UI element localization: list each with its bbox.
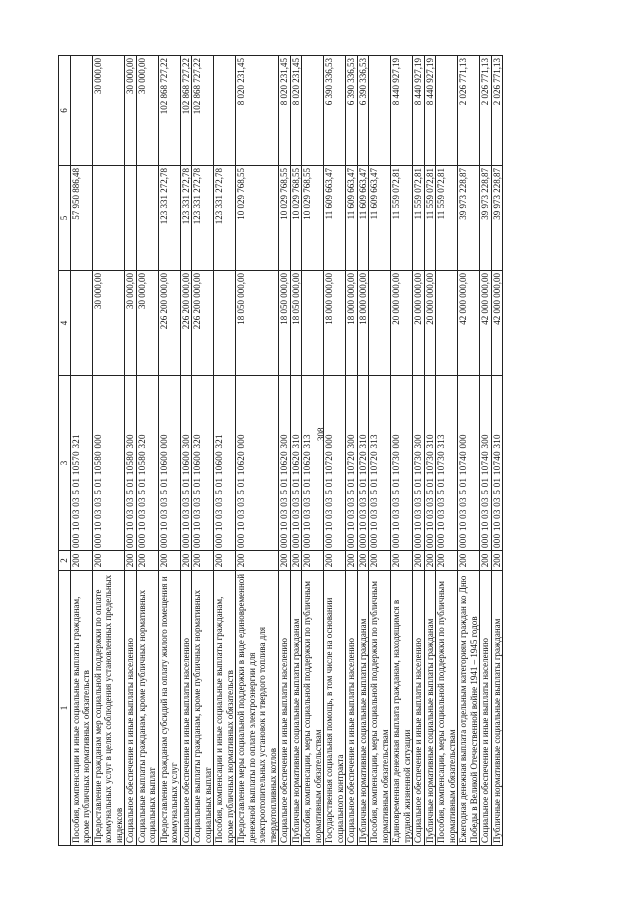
row-classification-code-cell: 000 10 03 03 5 01 10720 300 bbox=[346, 376, 358, 551]
row-classification-code-cell: 000 10 03 03 5 01 10720 310 bbox=[357, 376, 369, 551]
budget-table bbox=[58, 55, 503, 846]
row-executed-cell: 39 973 228,87 bbox=[458, 166, 480, 271]
table-body bbox=[70, 56, 503, 846]
table-row bbox=[180, 56, 192, 846]
table-row bbox=[391, 56, 413, 846]
table-row bbox=[424, 56, 436, 846]
table-row bbox=[302, 56, 324, 846]
row-classification-code-cell: 000 10 03 03 5 01 10620 313 bbox=[302, 376, 324, 551]
row-name-cell: Пособия, компенсации, меры социальной поддержки по публичным нормативным обязательствам bbox=[302, 571, 324, 846]
row-line-code-cell: 200 bbox=[413, 551, 425, 571]
row-approved-cell: 30 000,00 bbox=[136, 271, 158, 376]
row-line-code-cell: 200 bbox=[458, 551, 480, 571]
row-name-cell: Пособия, компенсации, меры социальной поддержки по публичным нормативным обязательствам bbox=[369, 571, 391, 846]
row-line-code-cell: 200 bbox=[480, 551, 492, 571]
row-line-code-cell: 200 bbox=[92, 551, 125, 571]
row-executed-cell: 10 029 768,55 bbox=[302, 166, 324, 271]
row-name-cell: Государственная социальная помощь, в том числе на основании социального контракта bbox=[324, 571, 346, 846]
row-line-code-cell: 200 bbox=[391, 551, 413, 571]
row-classification-code-cell: 000 10 03 03 5 01 10620 000 bbox=[236, 376, 279, 551]
table-row bbox=[290, 56, 302, 846]
row-line-code-cell: 200 bbox=[324, 551, 346, 571]
row-executed-cell: 39 973 228,87 bbox=[491, 166, 503, 271]
row-unexecuted-cell: 8 440 927,19 bbox=[413, 56, 425, 166]
row-approved-cell: 18 000 000,00 bbox=[357, 271, 369, 376]
row-executed-cell: 123 331 272,78 bbox=[158, 166, 180, 271]
table-row bbox=[324, 56, 346, 846]
row-name-cell: Пособия, компенсации и иные социальные выплаты гражданам, кроме публичных нормативных обязательств bbox=[214, 571, 236, 846]
row-name-cell: Социальные выплаты гражданам, кроме публичных нормативных социальных выплат bbox=[192, 571, 214, 846]
row-approved-cell bbox=[70, 271, 92, 376]
table-row bbox=[279, 56, 291, 846]
row-executed-cell: 11 609 663,47 bbox=[324, 166, 346, 271]
row-approved-cell: 42 000 000,00 bbox=[480, 271, 492, 376]
row-executed-cell: 11 609 663,47 bbox=[357, 166, 369, 271]
row-executed-cell: 11 609 663,47 bbox=[346, 166, 358, 271]
row-classification-code-cell: 000 10 03 03 5 01 10580 000 bbox=[92, 376, 125, 551]
column-number-header bbox=[59, 56, 71, 846]
row-line-code-cell: 200 bbox=[136, 551, 158, 571]
row-executed-cell: 10 029 768,55 bbox=[236, 166, 279, 271]
row-unexecuted-cell: 6 390 336,53 bbox=[357, 56, 369, 166]
row-unexecuted-cell: 30 000,00 bbox=[125, 56, 137, 166]
row-name-cell: Публичные нормативные социальные выплаты гражданам bbox=[491, 571, 503, 846]
table-row bbox=[357, 56, 369, 846]
row-name-cell: Единовременная денежная выплата гражданам, находящимся в трудной жизненной ситуации bbox=[391, 571, 413, 846]
row-line-code-cell: 200 bbox=[302, 551, 324, 571]
row-classification-code-cell: 000 10 03 03 5 01 10740 000 bbox=[458, 376, 480, 551]
row-classification-code-cell: 000 10 03 03 5 01 10580 300 bbox=[125, 376, 137, 551]
row-line-code-cell: 200 bbox=[125, 551, 137, 571]
row-name-cell: Социальное обеспечение и иные выплаты населению bbox=[125, 571, 137, 846]
row-approved-cell bbox=[302, 271, 324, 376]
row-classification-code-cell: 000 10 03 03 5 01 10720 000 bbox=[324, 376, 346, 551]
row-classification-code-cell: 000 10 03 03 5 01 10570 321 bbox=[70, 376, 92, 551]
row-name-cell: Социальные выплаты гражданам, кроме публичных нормативных социальных выплат bbox=[136, 571, 158, 846]
row-classification-code-cell: 000 10 03 03 5 01 10730 313 bbox=[436, 376, 458, 551]
row-name-cell: Ежегодная денежная выплата отдельным категориям граждан ко Дню Победы в Великой Отечественной войне 1941 – 1945 годов bbox=[458, 571, 480, 846]
table-row bbox=[369, 56, 391, 846]
table-row bbox=[436, 56, 458, 846]
row-unexecuted-cell bbox=[369, 56, 391, 166]
row-unexecuted-cell: 30 000,00 bbox=[92, 56, 125, 166]
row-name-cell: Публичные нормативные социальные выплаты гражданам bbox=[357, 571, 369, 846]
row-line-code-cell: 200 bbox=[424, 551, 436, 571]
row-approved-cell: 42 000 000,00 bbox=[458, 271, 480, 376]
row-line-code-cell: 200 bbox=[491, 551, 503, 571]
row-line-code-cell: 200 bbox=[346, 551, 358, 571]
row-classification-code-cell: 000 10 03 03 5 01 10740 310 bbox=[491, 376, 503, 551]
row-executed-cell: 39 973 228,87 bbox=[480, 166, 492, 271]
row-name-cell: Предоставление гражданам субсидий на оплату жилого помещения и коммунальных услуг bbox=[158, 571, 180, 846]
page-number: 308 bbox=[316, 427, 326, 441]
table-row bbox=[346, 56, 358, 846]
row-unexecuted-cell: 6 390 336,53 bbox=[346, 56, 358, 166]
row-classification-code-cell: 000 10 03 03 5 01 10740 300 bbox=[480, 376, 492, 551]
row-executed-cell bbox=[92, 166, 125, 271]
header-cell: 1 bbox=[59, 571, 71, 846]
row-classification-code-cell: 000 10 03 03 5 01 10730 000 bbox=[391, 376, 413, 551]
row-name-cell: Публичные нормативные социальные выплаты гражданам bbox=[290, 571, 302, 846]
row-line-code-cell: 200 bbox=[158, 551, 180, 571]
row-name-cell: Публичные нормативные социальные выплаты гражданам bbox=[424, 571, 436, 846]
rotated-table-wrapper bbox=[58, 56, 613, 846]
row-unexecuted-cell: 102 868 727,22 bbox=[180, 56, 192, 166]
row-approved-cell: 20 000 000,00 bbox=[391, 271, 413, 376]
row-unexecuted-cell: 2 026 771,13 bbox=[491, 56, 503, 166]
row-classification-code-cell: 000 10 03 03 5 01 10600 000 bbox=[158, 376, 180, 551]
table-row bbox=[491, 56, 503, 846]
header-cell: 4 bbox=[59, 271, 71, 376]
header-cell: 2 bbox=[59, 551, 71, 571]
row-approved-cell: 30 000,00 bbox=[92, 271, 125, 376]
row-name-cell: Пособия, компенсации, меры социальной поддержки по публичным нормативным обязательствам bbox=[436, 571, 458, 846]
table-row bbox=[92, 56, 125, 846]
row-line-code-cell: 200 bbox=[436, 551, 458, 571]
row-executed-cell: 11 559 072,81 bbox=[391, 166, 413, 271]
row-unexecuted-cell: 8 020 231,45 bbox=[279, 56, 291, 166]
row-approved-cell: 18 000 000,00 bbox=[324, 271, 346, 376]
row-name-cell: Предоставление меры социальной поддержки в виде единовременной денежной выплаты по оплате электроэнергии для электроотопительных установок и твердого топлива для твердотопливных котлов bbox=[236, 571, 279, 846]
row-executed-cell: 57 950 886,48 bbox=[70, 166, 92, 271]
row-approved-cell: 20 000 000,00 bbox=[424, 271, 436, 376]
row-executed-cell: 123 331 272,78 bbox=[214, 166, 236, 271]
table-row bbox=[480, 56, 492, 846]
row-line-code-cell: 200 bbox=[279, 551, 291, 571]
table-row bbox=[214, 56, 236, 846]
row-line-code-cell: 200 bbox=[290, 551, 302, 571]
row-executed-cell: 123 331 272,78 bbox=[192, 166, 214, 271]
row-executed-cell: 11 559 072,81 bbox=[436, 166, 458, 271]
row-unexecuted-cell: 102 868 727,22 bbox=[158, 56, 180, 166]
row-line-code-cell: 200 bbox=[70, 551, 92, 571]
header-cell: 6 bbox=[59, 56, 71, 166]
header-cell: 3 bbox=[59, 376, 71, 551]
row-classification-code-cell: 000 10 03 03 5 01 10600 321 bbox=[214, 376, 236, 551]
row-unexecuted-cell: 8 020 231,45 bbox=[290, 56, 302, 166]
row-classification-code-cell: 000 10 03 03 5 01 10600 300 bbox=[180, 376, 192, 551]
row-name-cell: Социальное обеспечение и иные выплаты населению bbox=[346, 571, 358, 846]
row-executed-cell bbox=[136, 166, 158, 271]
row-unexecuted-cell: 6 390 336,53 bbox=[324, 56, 346, 166]
row-executed-cell: 11 559 072,81 bbox=[413, 166, 425, 271]
row-executed-cell bbox=[125, 166, 137, 271]
row-executed-cell: 11 559 072,81 bbox=[424, 166, 436, 271]
row-line-code-cell: 200 bbox=[369, 551, 391, 571]
table-row bbox=[125, 56, 137, 846]
table-row bbox=[70, 56, 92, 846]
row-unexecuted-cell: 2 026 771,13 bbox=[458, 56, 480, 166]
row-executed-cell: 123 331 272,78 bbox=[180, 166, 192, 271]
table-row bbox=[158, 56, 180, 846]
row-executed-cell: 10 029 768,55 bbox=[279, 166, 291, 271]
row-approved-cell: 18 050 000,00 bbox=[290, 271, 302, 376]
row-line-code-cell: 200 bbox=[357, 551, 369, 571]
row-approved-cell: 226 200 000,00 bbox=[192, 271, 214, 376]
header-cell: 5 bbox=[59, 166, 71, 271]
row-executed-cell: 10 029 768,55 bbox=[290, 166, 302, 271]
row-line-code-cell: 200 bbox=[192, 551, 214, 571]
row-unexecuted-cell bbox=[436, 56, 458, 166]
row-approved-cell bbox=[436, 271, 458, 376]
row-unexecuted-cell: 8 440 927,19 bbox=[424, 56, 436, 166]
row-name-cell: Социальное обеспечение и иные выплаты населению bbox=[180, 571, 192, 846]
row-name-cell: Пособия, компенсации и иные социальные выплаты гражданам, кроме публичных нормативных обязательств bbox=[70, 571, 92, 846]
row-classification-code-cell: 000 10 03 03 5 01 10730 310 bbox=[424, 376, 436, 551]
table-row bbox=[136, 56, 158, 846]
row-approved-cell: 42 000 000,00 bbox=[491, 271, 503, 376]
row-approved-cell bbox=[214, 271, 236, 376]
row-classification-code-cell: 000 10 03 03 5 01 10720 313 bbox=[369, 376, 391, 551]
row-approved-cell: 226 200 000,00 bbox=[158, 271, 180, 376]
row-name-cell: Социальное обеспечение и иные выплаты населению bbox=[413, 571, 425, 846]
row-name-cell: Предоставление гражданам мер социальной поддержки по оплате коммунальных услуг в целях соблюдения установленных предельных индексов bbox=[92, 571, 125, 846]
row-classification-code-cell: 000 10 03 03 5 01 10620 310 bbox=[290, 376, 302, 551]
table-row bbox=[236, 56, 279, 846]
row-line-code-cell: 200 bbox=[214, 551, 236, 571]
row-line-code-cell: 200 bbox=[236, 551, 279, 571]
row-line-code-cell: 200 bbox=[180, 551, 192, 571]
row-approved-cell: 20 000 000,00 bbox=[413, 271, 425, 376]
row-unexecuted-cell: 102 868 727,22 bbox=[192, 56, 214, 166]
row-classification-code-cell: 000 10 03 03 5 01 10600 320 bbox=[192, 376, 214, 551]
table-row bbox=[192, 56, 214, 846]
row-unexecuted-cell: 8 440 927,19 bbox=[391, 56, 413, 166]
row-approved-cell: 18 050 000,00 bbox=[279, 271, 291, 376]
row-unexecuted-cell bbox=[70, 56, 92, 166]
row-unexecuted-cell: 2 026 771,13 bbox=[480, 56, 492, 166]
row-approved-cell bbox=[369, 271, 391, 376]
row-approved-cell: 30 000,00 bbox=[125, 271, 137, 376]
row-approved-cell: 18 000 000,00 bbox=[346, 271, 358, 376]
table-row bbox=[413, 56, 425, 846]
row-executed-cell: 11 609 663,47 bbox=[369, 166, 391, 271]
row-unexecuted-cell: 8 020 231,45 bbox=[236, 56, 279, 166]
row-unexecuted-cell: 30 000,00 bbox=[136, 56, 158, 166]
row-approved-cell: 226 200 000,00 bbox=[180, 271, 192, 376]
row-name-cell: Социальное обеспечение и иные выплаты населению bbox=[279, 571, 291, 846]
row-approved-cell: 18 050 000,00 bbox=[236, 271, 279, 376]
table-row bbox=[458, 56, 480, 846]
row-unexecuted-cell bbox=[302, 56, 324, 166]
row-classification-code-cell: 000 10 03 03 5 01 10580 320 bbox=[136, 376, 158, 551]
row-classification-code-cell: 000 10 03 03 5 01 10620 300 bbox=[279, 376, 291, 551]
row-classification-code-cell: 000 10 03 03 5 01 10730 300 bbox=[413, 376, 425, 551]
row-name-cell: Социальное обеспечение и иные выплаты населению bbox=[480, 571, 492, 846]
row-unexecuted-cell bbox=[214, 56, 236, 166]
